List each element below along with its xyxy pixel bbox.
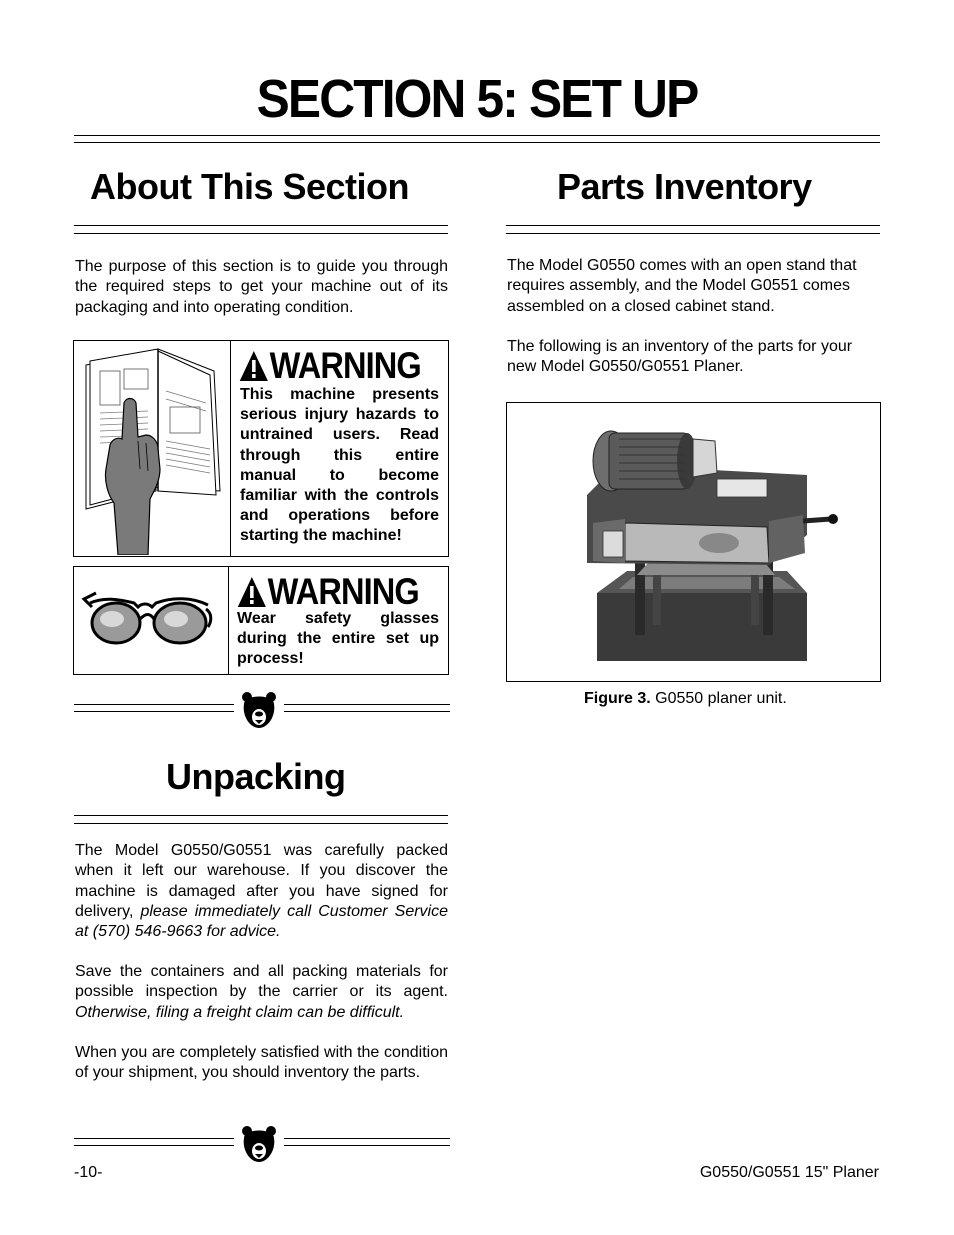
unpacking-p1-italic: please immediately call Customer Service at (570) 546-9663 for advice. (75, 902, 448, 941)
reading-manual-illustration (74, 341, 231, 556)
unpacking-rule-2 (74, 823, 448, 824)
parts-heading: Parts Inventory (557, 166, 812, 207)
warning-triangle-icon (238, 349, 270, 383)
title-rule-top (74, 135, 880, 136)
unpacking-rule-1 (74, 815, 448, 816)
about-heading: About This Section (90, 166, 409, 207)
about-paragraph: The purpose of this section is to guide you through the required steps to get your machine out of its packaging and into operating condition. (75, 258, 448, 316)
warning-box-glasses (73, 566, 449, 675)
warning-title-2: WARNING (267, 571, 419, 612)
figure-label: Figure 3. (584, 690, 651, 707)
warning-box-manual (73, 340, 449, 557)
warning-text-1: This machine presents serious injury hazards to untrained users. Read through this entire manual to become familiar with the controls and operations before starting the machine! (240, 386, 439, 545)
unpacking-heading: Unpacking (166, 756, 346, 797)
unpacking-p2-text: Save the containers and all packing materials for possible inspection by the carrier or its agent. (75, 963, 448, 1001)
warning-heading-2 (236, 573, 419, 611)
about-rule-2 (74, 233, 448, 234)
parts-rule-2 (506, 233, 880, 234)
manual-hand-icon (74, 341, 228, 555)
parts-paragraph-2: The following is an inventory of the parts for your new Model G0550/G0551 Planer. (507, 338, 853, 376)
footer-model: G0550/G0551 15" Planer (699, 1164, 879, 1181)
warning-heading-1 (238, 347, 421, 385)
about-rule-1 (74, 225, 448, 226)
bear-separator (74, 1124, 450, 1164)
safety-glasses-icon (74, 567, 226, 673)
planer-unit-image (507, 403, 879, 680)
warning-text-2: Wear safety glasses during the entire set up process! (237, 610, 439, 668)
page-number: -10- (74, 1164, 103, 1181)
warning-title-1: WARNING (269, 345, 421, 386)
bear-logo-icon (240, 690, 278, 730)
unpacking-paragraph-2 (75, 962, 448, 1023)
bear-logo-icon (240, 1124, 278, 1164)
title-rule-bottom (74, 142, 880, 143)
unpacking-p2-italic: Otherwise, filing a freight claim can be difficult. (75, 1003, 405, 1021)
figure-caption-text: G0550 planer unit. (650, 690, 787, 707)
parts-paragraph-1: The Model G0550 comes with an open stand that requires assembly, and the Model G0551 comes assembled on a closed cabinet stand. (507, 257, 857, 315)
unpacking-p1-text: The Model G0550/G0551 was carefully packed when it left our warehouse. If you discover the machine is damaged after you have signed for delivery, (75, 842, 448, 920)
unpacking-paragraph-3: When you are completely satisfied with the condition of your shipment, you should inventory the parts. (75, 1044, 448, 1082)
planer-figure (506, 402, 881, 682)
safety-glasses-illustration (74, 567, 229, 674)
warning-triangle-icon (236, 575, 268, 609)
unpacking-paragraph-1 (75, 841, 448, 942)
bear-separator (74, 690, 450, 730)
figure-caption (584, 690, 787, 708)
section-title: SECTION 5: SET UP (256, 69, 698, 129)
parts-rule-1 (506, 225, 880, 226)
